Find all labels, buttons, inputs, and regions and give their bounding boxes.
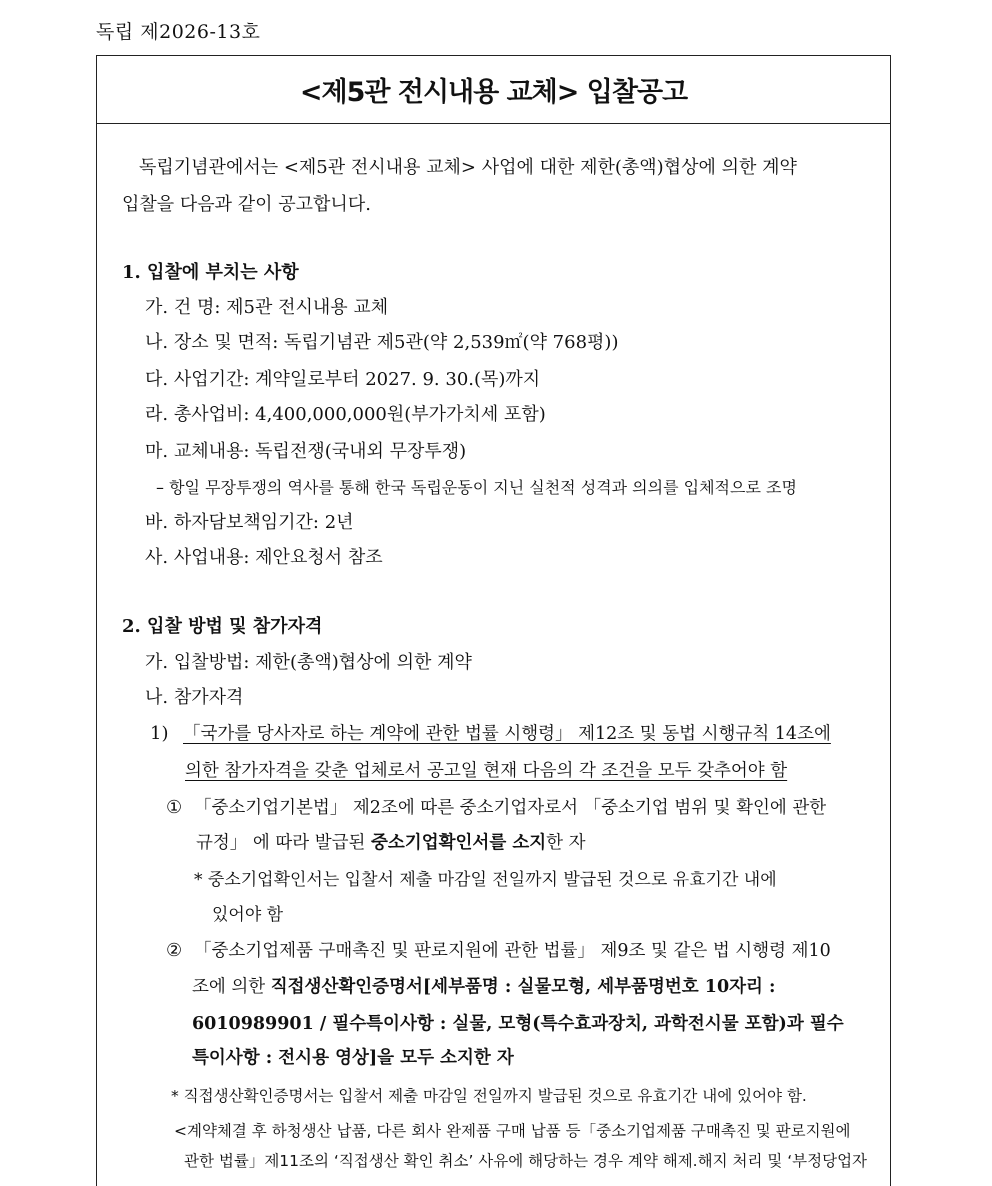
- footnote-2: <계약체결 후 하청생산 납품, 다른 회사 완제품 구매 납품 등「중소기업제품 구매촉진 및 판로지원에: [174, 1122, 851, 1140]
- qualification-1-line-1: 「국가를 당사자로 하는 계약에 관한 법률 시행령」 제12조 및 동법 시행규칙 14조에: [183, 724, 831, 744]
- condition-1-emphasis: 중소기업확인서를 소지: [371, 833, 547, 853]
- intro-line-1: [139, 156, 864, 180]
- condition-2-line-1: 「중소기업제품 구매촉진 및 판로지원에 관한 법률」 제9조 및 같은 법 시행령 제10: [194, 941, 831, 961]
- condition-2-line-4: 특이사항 : 전시용 영상]을 모두 소지한 자: [192, 1048, 514, 1068]
- footnote-1: * 직접생산확인증명서는 입찰서 제출 마감일 전일까지 발급된 것으로 유효기간 내에 있어야 함.: [171, 1087, 807, 1105]
- qualification-1-line-2: 의한 참가자격을 갖춘 업체로서 공고일 현재 다음의 각 조건을 모두 갖추어야 함: [185, 761, 788, 781]
- title-bar: [97, 56, 890, 124]
- condition-2-line-2: [192, 975, 775, 999]
- notice-title: <제5관 전시내용 교체> 입찰공고: [299, 77, 688, 108]
- condition-2-number: ②: [166, 940, 183, 961]
- section-1-item: 마. 교체내용: 독립전쟁(국내외 무장투쟁): [145, 441, 467, 462]
- section-1-item: 바. 하자담보책임기간: 2년: [145, 512, 354, 533]
- condition-1-line-1: 「중소기업기본법」 제2조에 따른 중소기업자로서 「중소기업 범위 및 확인에 관한: [194, 798, 827, 818]
- condition-2-line-3: 6010989901 / 필수특이사항 : 실물, 모형(특수효과장치, 과학전시물 포함)과 필수: [192, 1014, 844, 1034]
- condition-2-text: 조에 의한: [192, 977, 271, 997]
- section-1-item: 가. 건 명: 제5관 전시내용 교체: [145, 297, 389, 318]
- condition-1-line-2: [196, 831, 586, 855]
- condition-1-number: ①: [166, 797, 183, 818]
- intro-text-1: 독립기념관에서는 <제5관 전시내용 교체> 사업에 대한 제한(총액)협상에 의한 계약: [139, 157, 797, 178]
- section-1-heading: 1. 입찰에 부치는 사항: [122, 262, 299, 283]
- condition-1-note: * 중소기업확인서는 입찰서 제출 마감일 전일까지 발급된 것으로 유효기간 내에: [194, 870, 777, 890]
- condition-2-emphasis: 직접생산확인증명서[세부품명 : 실물모형, 세부품명번호 10자리 :: [270, 977, 776, 997]
- intro-line-2: 입찰을 다음과 같이 공고합니다.: [122, 194, 371, 215]
- section-1-subitem: – 항일 무장투쟁의 역사를 통해 한국 독립운동이 지닌 실천적 성격과 의의를 입체적으로 조명: [156, 478, 797, 497]
- section-1-item: 라. 총사업비: 4,400,000,000원(부가가치세 포함): [145, 404, 546, 425]
- qualification-label: 나. 참가자격: [145, 687, 244, 708]
- section-1-item: 사. 사업내용: 제안요청서 참조: [145, 547, 383, 568]
- section-1-item: 다. 사업기간: 계약일로부터 2027. 9. 30.(목)까지: [145, 369, 541, 390]
- document-number: 독립 제2026-13호: [96, 21, 261, 43]
- condition-1-note-cont: 있어야 함: [212, 905, 284, 925]
- section-2-heading: 2. 입찰 방법 및 참가자격: [122, 616, 323, 637]
- condition-1-suffix: 한 자: [546, 833, 586, 853]
- qualification-1-number: 1): [150, 723, 169, 744]
- bid-method: 가. 입찰방법: 제한(총액)협상에 의한 계약: [145, 652, 472, 673]
- condition-1-text: 규정」 에 따라 발급된: [196, 833, 371, 853]
- section-1-item: 나. 장소 및 면적: 독립기념관 제5관(약 2,539㎡(약 768평)): [145, 332, 619, 353]
- footnote-3: 관한 법률」제11조의 ‘직접생산 확인 취소’ 사유에 해당하는 경우 계약 해제.해지 처리 및 ‘부정당업자: [184, 1152, 868, 1170]
